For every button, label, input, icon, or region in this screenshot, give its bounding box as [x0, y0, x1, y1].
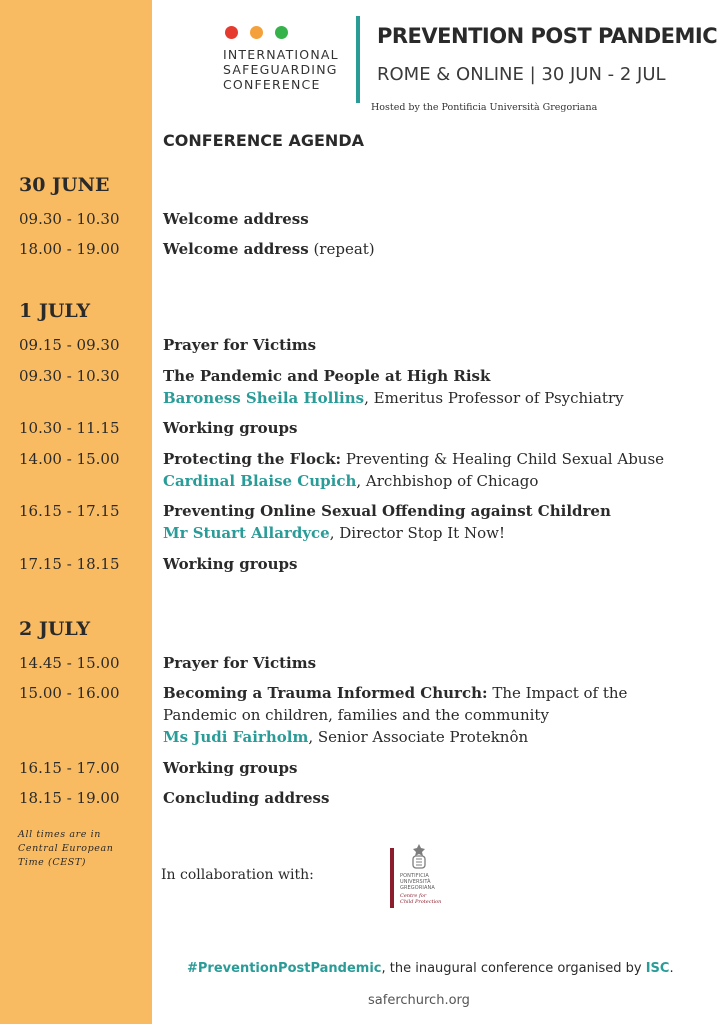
session-time: 16.15 - 17.15: [19, 502, 120, 520]
session-title-suffix: Preventing & Healing Child Sexual Abuse: [341, 450, 665, 468]
speaker-name: Ms Judi Fairholm: [163, 728, 309, 746]
footer-org: ISC: [645, 961, 670, 976]
session-time: 18.15 - 19.00: [19, 789, 120, 807]
session-title: The Pandemic and People at High Risk: [163, 367, 491, 385]
speaker-role: , Archbishop of Chicago: [356, 472, 539, 490]
speaker-role: , Emeritus Professor of Psychiatry: [364, 389, 624, 407]
speaker-name: Baroness Sheila Hollins: [163, 389, 365, 407]
partner-subtitle: [400, 893, 448, 905]
session-content: [163, 787, 708, 809]
session-content: [163, 757, 708, 779]
logo-line-3: CONFERENCE: [223, 77, 321, 92]
conference-title: PREVENTION POST PANDEMIC: [377, 24, 718, 48]
session-speaker-line: [163, 387, 708, 409]
session-time: 09.30 - 10.30: [19, 367, 120, 385]
day-heading-2-july: 2 JULY: [19, 618, 91, 640]
partner-subtitle-line-1: Centre for: [400, 893, 427, 899]
session-title: Working groups: [163, 419, 298, 437]
partner-name: [400, 873, 448, 891]
logo-line-2: SAFEGUARDING: [223, 62, 338, 77]
session-content: [163, 365, 708, 409]
session-title-line: [163, 500, 708, 522]
session-title-line: [163, 652, 708, 674]
timezone-note-line-2: Central European: [18, 843, 114, 854]
footer-tagline: [187, 961, 674, 976]
session-content: [163, 417, 708, 439]
session-speaker-line: [163, 522, 708, 544]
session-detail-line: Pandemic on children, families and the community: [163, 706, 549, 724]
speaker-role: , Director Stop It Now!: [329, 524, 505, 542]
session-title-line: [163, 553, 708, 575]
session-title-line: [163, 787, 708, 809]
session-title-suffix: (repeat): [308, 240, 375, 258]
red-dot-icon: [225, 26, 238, 39]
session-title: Protecting the Flock:: [163, 450, 342, 468]
session-title-suffix: The Impact of the: [487, 684, 628, 702]
logo-dots: [225, 26, 288, 39]
speaker-name: Cardinal Blaise Cupich: [163, 472, 357, 490]
session-title: Becoming a Trauma Informed Church:: [163, 684, 488, 702]
green-dot-icon: [275, 26, 288, 39]
university-seal-icon: [408, 843, 430, 871]
footer-url: saferchurch.org: [368, 993, 470, 1008]
session-title: Preventing Online Sexual Offending against Children: [163, 502, 611, 520]
footer-hashtag: #PreventionPostPandemic: [187, 961, 382, 976]
conference-logo-text: [223, 47, 348, 92]
timezone-note-line-3: Time (CEST): [18, 857, 87, 868]
conference-subtitle: ROME & ONLINE | 30 JUN - 2 JUL: [377, 64, 666, 85]
session-time: 09.15 - 09.30: [19, 336, 120, 354]
session-title: Welcome address: [163, 210, 309, 228]
session-title: Welcome address: [163, 240, 309, 258]
host-line: Hosted by the Pontificia Università Gregoriana: [371, 102, 598, 113]
footer-tagline-text: , the inaugural conference organised by: [381, 961, 646, 976]
session-title-line: [163, 448, 708, 470]
session-title: Prayer for Victims: [163, 654, 317, 672]
session-content: [163, 208, 708, 230]
session-title-line: [163, 208, 708, 230]
session-title-line: [163, 682, 708, 704]
session-title-line: [163, 417, 708, 439]
session-title: Concluding address: [163, 789, 330, 807]
session-title: Prayer for Victims: [163, 336, 317, 354]
session-time: 10.30 - 11.15: [19, 419, 120, 437]
session-time: 18.00 - 19.00: [19, 240, 120, 258]
speaker-name: Mr Stuart Allardyce: [163, 524, 330, 542]
partner-name-line-3: GREGORIANA: [400, 885, 435, 891]
session-content: [163, 652, 708, 674]
speaker-role: , Senior Associate Proteknôn: [308, 728, 529, 746]
session-time: 14.45 - 15.00: [19, 654, 120, 672]
session-time: 14.00 - 15.00: [19, 450, 120, 468]
session-title-line: [163, 757, 708, 779]
orange-dot-icon: [250, 26, 263, 39]
partner-logo: [390, 843, 450, 911]
agenda-heading: CONFERENCE AGENDA: [163, 131, 364, 150]
session-time: 09.30 - 10.30: [19, 210, 120, 228]
session-title: Working groups: [163, 555, 298, 573]
header-divider: [356, 16, 360, 103]
session-content: [163, 682, 708, 748]
session-speaker-line: [163, 726, 708, 748]
partner-logo-bar: [390, 848, 394, 908]
partner-name-line-2: UNIVERSITÀ: [400, 879, 431, 885]
session-speaker-line: [163, 470, 708, 492]
day-heading-30-june: 30 JUNE: [19, 174, 110, 196]
collaboration-label: In collaboration with:: [161, 867, 314, 883]
session-content: [163, 334, 708, 356]
timezone-note-line-1: All times are in: [18, 829, 101, 840]
session-time: 16.15 - 17.00: [19, 759, 120, 777]
session-content: [163, 500, 708, 544]
day-heading-1-july: 1 JULY: [19, 300, 91, 322]
session-title: Working groups: [163, 759, 298, 777]
session-content: [163, 553, 708, 575]
timezone-note: [18, 828, 138, 870]
session-title-line: [163, 365, 708, 387]
session-title-line: [163, 334, 708, 356]
session-time: 15.00 - 16.00: [19, 684, 120, 702]
session-content: [163, 448, 708, 492]
logo-line-1: INTERNATIONAL: [223, 47, 339, 62]
session-content: [163, 238, 708, 260]
partner-name-line-1: PONTIFICIA: [400, 873, 429, 879]
partner-subtitle-line-2: Child Protection: [400, 899, 442, 905]
session-time: 17.15 - 18.15: [19, 555, 120, 573]
session-title-line: [163, 238, 708, 260]
footer-period: .: [669, 961, 674, 976]
